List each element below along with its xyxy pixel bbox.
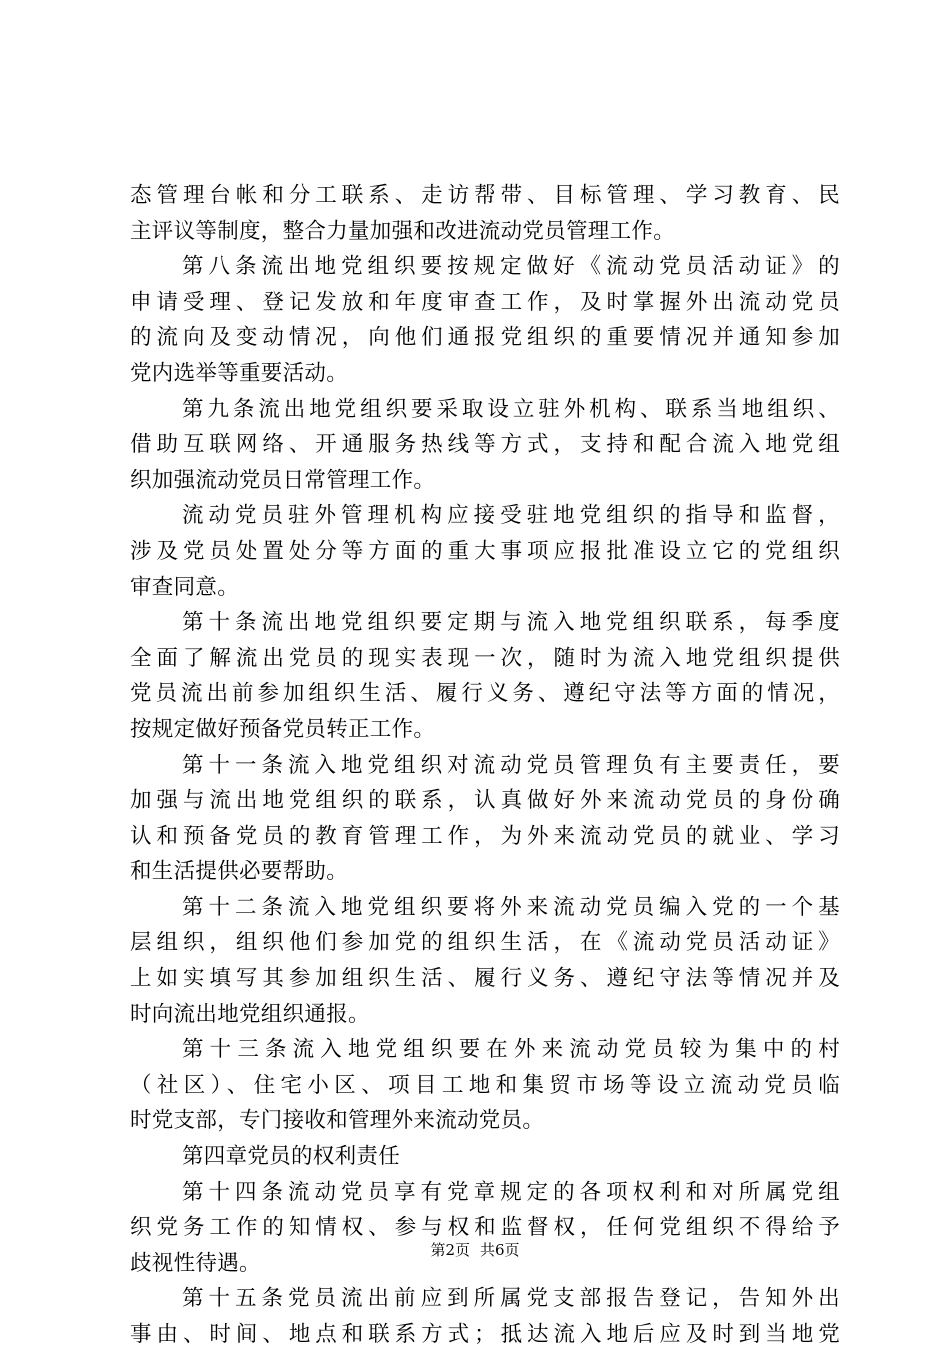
- text-line: 和生活提供必要帮助。: [130, 859, 349, 885]
- text-line: 党员流出前参加组织生活、履行义务、遵纪守法等方面的情况，: [130, 681, 840, 707]
- text-line: 审查同意。: [130, 574, 240, 600]
- text-line: 的流向及变动情况，向他们通报党组织的重要情况并通知参加: [130, 325, 840, 351]
- text-line: 第八条流出地党组织要按规定做好《流动党员活动证》的: [182, 254, 840, 280]
- text-line: 加强与流出地党组织的联系，认真做好外来流动党员的身份确: [130, 788, 840, 814]
- text-line: 涉及党员处置处分等方面的重大事项应报批准设立它的党组织: [130, 538, 840, 564]
- text-line: 主评议等制度，整合力量加强和改进流动党员管理工作。: [130, 218, 676, 244]
- text-line: 第十条流出地党组织要定期与流入地党组织联系，每季度: [182, 610, 840, 636]
- text-line: 上如实填写其参加组织生活、履行义务、遵纪守法等情况并及: [130, 966, 840, 992]
- text-line: 第十五条党员流出前应到所属党支部报告登记，告知外出: [182, 1286, 840, 1312]
- document-body: [130, 178, 840, 1353]
- text-line: 时党支部，专门接收和管理外来流动党员。: [130, 1108, 545, 1134]
- text-line: 时向流出地党组织通报。: [130, 1001, 370, 1027]
- text-line: 申请受理、登记发放和年度审查工作，及时掌握外出流动党员: [130, 289, 840, 315]
- text-line: 第十三条流入地党组织要在外来流动党员较为集中的村: [182, 1037, 840, 1063]
- page-total: 共6页: [480, 1241, 520, 1259]
- text-line: 第十二条流入地党组织要将外来流动党员编入党的一个基: [182, 894, 840, 920]
- text-line: 织党务工作的知情权、参与权和监督权，任何党组织不得给予: [130, 1215, 840, 1241]
- text-line: 流动党员驻外管理机构应接受驻地党组织的指导和监督，: [182, 503, 840, 529]
- text-line: 第十四条流动党员享有党章规定的各项权利和对所属党组: [182, 1179, 840, 1205]
- text-line: 党内选举等重要活动。: [130, 360, 349, 386]
- text-line: 第十一条流入地党组织对流动党员管理负有主要责任，要: [182, 752, 840, 778]
- text-line: 事由、时间、地点和联系方式；抵达流入地后应及时到当地党: [130, 1322, 840, 1347]
- page-number: 第2页: [430, 1241, 470, 1259]
- text-line: 歧视性待遇。: [130, 1250, 261, 1276]
- text-line: 层组织，组织他们参加党的组织生活，在《流动党员活动证》: [130, 930, 840, 956]
- chapter-heading: 第四章党员的权利责任: [182, 1144, 401, 1170]
- text-line: 认和预备党员的教育管理工作，为外来流动党员的就业、学习: [130, 823, 840, 849]
- text-line: （社区）、住宅小区、项目工地和集贸市场等设立流动党员临: [130, 1072, 840, 1098]
- text-line: 第九条流出地党组织要采取设立驻外机构、联系当地组织、: [182, 396, 840, 422]
- text-line: 态管理台帐和分工联系、走访帮带、目标管理、学习教育、民: [130, 183, 840, 208]
- text-line: 借助互联网络、开通服务热线等方式，支持和配合流入地党组: [130, 432, 840, 458]
- text-line: 织加强流动党员日常管理工作。: [130, 467, 436, 493]
- page-footer: [0, 1240, 950, 1260]
- text-line: 按规定做好预备党员转正工作。: [130, 716, 436, 742]
- text-line: 全面了解流出党员的现实表现一次，随时为流入地党组织提供: [130, 645, 840, 671]
